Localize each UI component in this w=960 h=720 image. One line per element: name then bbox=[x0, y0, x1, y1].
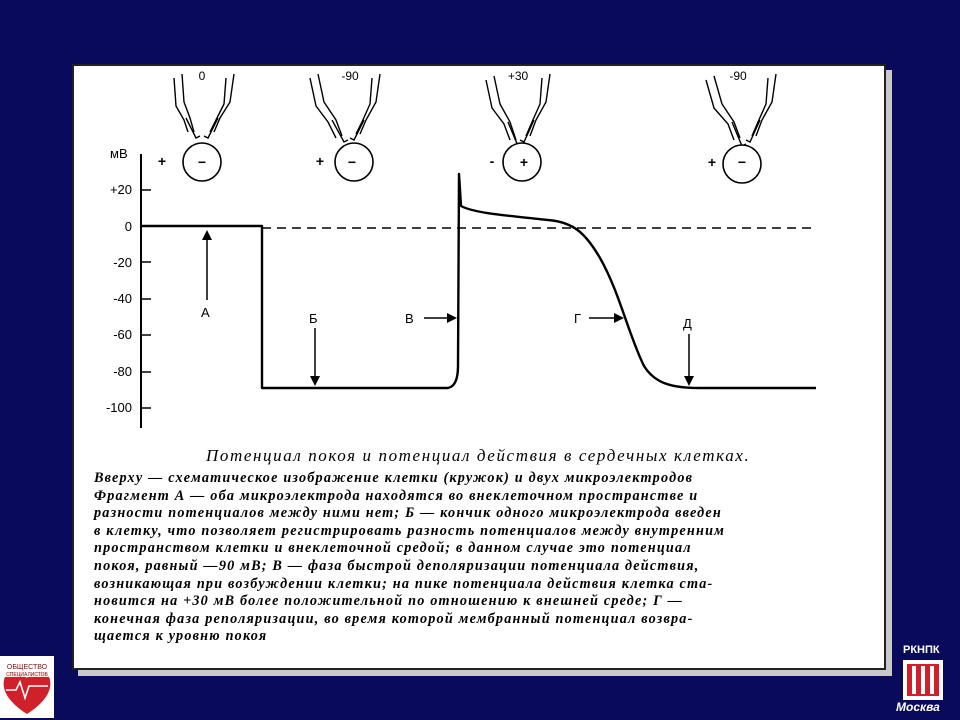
svg-text:СПЕЦИАЛИСТОВ: СПЕЦИАЛИСТОВ bbox=[6, 672, 48, 678]
phase-label-a: А bbox=[201, 305, 210, 320]
phase-label-g: Г bbox=[574, 311, 582, 326]
y-tick-label: 0 bbox=[124, 219, 132, 234]
electrode-value-4: -90 bbox=[729, 69, 747, 83]
y-tick-label: +20 bbox=[109, 182, 132, 197]
phase-label-b: Б bbox=[309, 311, 318, 326]
svg-text:ОБЩЕСТВО: ОБЩЕСТВО bbox=[6, 664, 48, 671]
y-tick-label: -20 bbox=[113, 255, 132, 270]
y-tick-label: -40 bbox=[113, 291, 132, 306]
electrode-left-sign-3: - bbox=[489, 153, 495, 169]
caption-line: пространством клетки и внеклеточной средой; в данном случае это потенциал bbox=[94, 540, 692, 557]
electrode-left-sign-1: + bbox=[157, 153, 167, 169]
membrane-potential-trace bbox=[141, 174, 816, 388]
caption-line: щается к уровню покоя bbox=[94, 628, 268, 645]
caption-line: в клетку, что позволяет регистрировать разность потенциалов между внутренним bbox=[94, 522, 726, 539]
electrode-value-2: -90 bbox=[341, 69, 359, 83]
electrode-value-1: 0 bbox=[198, 69, 206, 83]
y-tick-label: -80 bbox=[113, 364, 132, 379]
caption-line: Вверху — схематическое изображение клетки (кружок) и двух микроэлектродов bbox=[94, 470, 694, 486]
caption-line: возникающая при возбуждении клетки; на пике потенциала действия клетка ста- bbox=[94, 575, 714, 592]
figure-panel bbox=[72, 64, 886, 670]
phase-marker-a bbox=[202, 230, 212, 300]
rknpk-logo-icon bbox=[903, 660, 943, 700]
caption-line: новится на +30 мВ более положительной по отношению к внешней среде; Г — bbox=[94, 593, 684, 610]
y-axis-unit: мВ bbox=[110, 146, 128, 161]
phase-marker-v bbox=[424, 313, 457, 323]
electrode-left-sign-4: + bbox=[707, 154, 717, 170]
electrode-inner-sign-4: − bbox=[737, 154, 747, 170]
heart-logo-icon bbox=[0, 656, 54, 718]
phase-marker-d bbox=[684, 334, 694, 386]
figure-caption bbox=[94, 446, 884, 646]
action-potential-diagram bbox=[74, 66, 884, 446]
caption-body bbox=[94, 470, 884, 646]
electrode-value-3: +30 bbox=[507, 69, 529, 83]
phase-marker-b bbox=[310, 328, 320, 386]
caption-title: Потенциал покоя и потенциал действия в сердечных клетках. bbox=[206, 446, 751, 465]
electrode-inner-sign-2: − bbox=[347, 154, 357, 170]
electrode-diagram-3 bbox=[486, 74, 550, 181]
y-axis-ticks bbox=[141, 190, 151, 408]
phase-label-v: В bbox=[405, 311, 414, 326]
phase-label-d: Д bbox=[683, 316, 692, 331]
rknpk-logo bbox=[903, 660, 943, 700]
electrode-left-sign-2: + bbox=[315, 153, 325, 169]
rknpk-label: РКНПК bbox=[903, 644, 940, 656]
electrode-inner-sign-3: + bbox=[519, 154, 529, 170]
y-tick-label: -100 bbox=[105, 400, 132, 415]
y-tick-label: -60 bbox=[113, 327, 132, 342]
phase-marker-g bbox=[589, 313, 624, 323]
caption-line: Фрагмент А — оба микроэлектрода находятся во внеклеточном пространстве и bbox=[94, 487, 699, 504]
society-logo bbox=[0, 656, 54, 718]
electrode-inner-sign-1: − bbox=[197, 154, 207, 170]
caption-line: покоя, равный —90 мВ; В — фаза быстрой деполяризации потенциала действия, bbox=[94, 557, 700, 574]
rknpk-city: Москва bbox=[896, 700, 940, 714]
caption-line: конечная фаза реполяризации, во время которой мембранный потенциал возвра- bbox=[94, 610, 694, 627]
caption-line: разности потенциалов между ними нет; Б — кончик одного микроэлектрода введен bbox=[94, 505, 722, 522]
